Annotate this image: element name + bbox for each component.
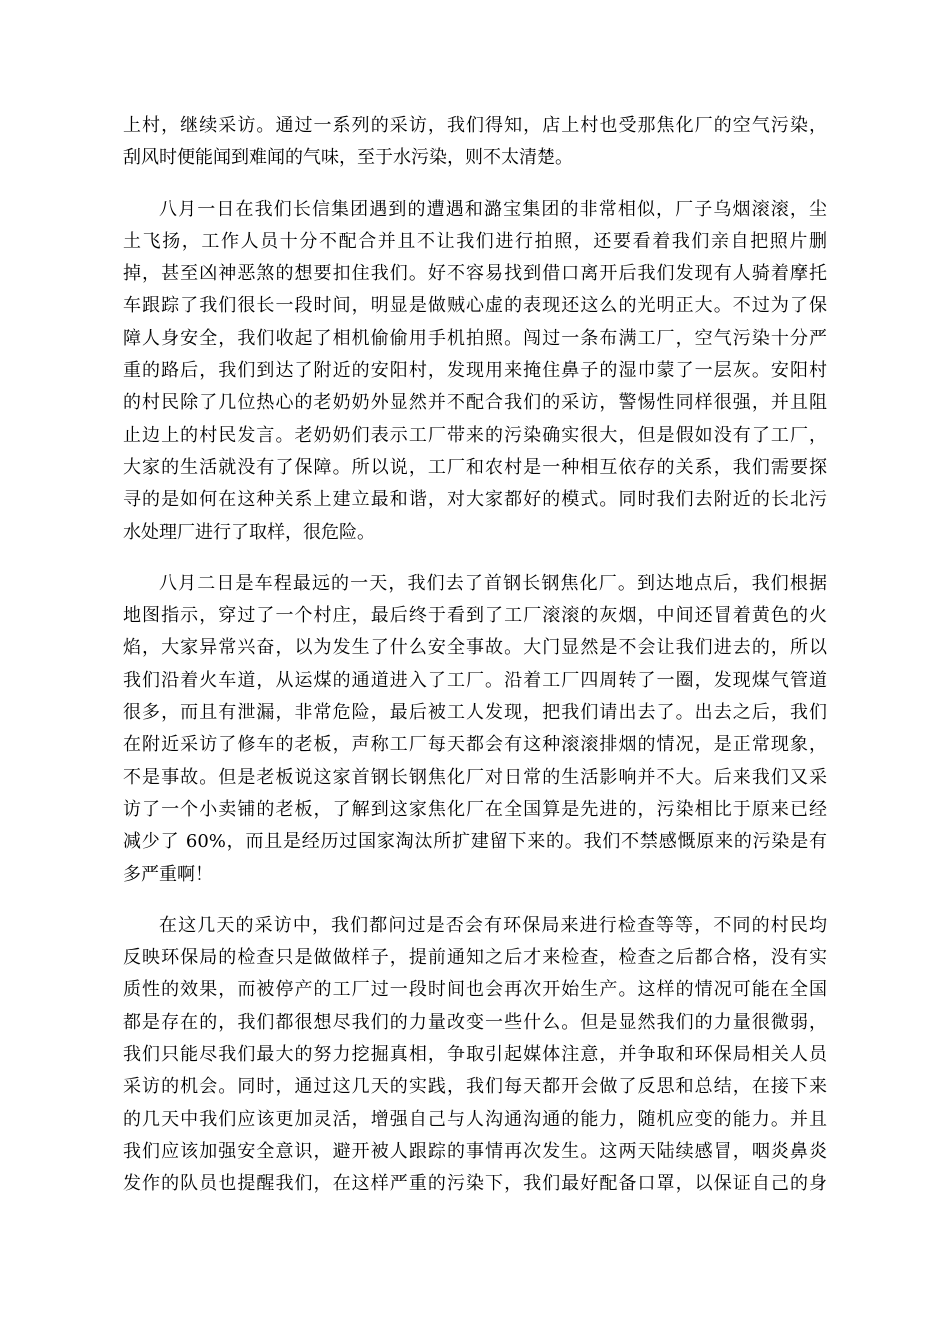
- text-line: 都是存在的，我们都很想尽我们的力量改变一些什么。但是显然我们的力量很微弱，: [123, 1011, 827, 1033]
- text-line: 重的路后，我们到达了附近的安阳村，发现用来掩住鼻子的湿巾蒙了一层灰。安阳村: [123, 360, 827, 382]
- text-line: 掉，甚至凶神恶煞的想要扣住我们。好不容易找到借口离开后我们发现有人骑着摩托: [123, 263, 827, 285]
- text-line: 反映环保局的检查只是做做样子，提前通知之后才来检查，检查之后都合格，没有实: [123, 947, 827, 969]
- text-line: 在这几天的采访中，我们都问过是否会有环保局来进行检查等等，不同的村民均: [159, 914, 827, 936]
- text-line: 减少了 60%，而且是经历过国家淘汰所扩建留下来的。我们不禁感慨原来的污染是有: [123, 831, 827, 853]
- text-line: 发作的队员也提醒我们，在这样严重的污染下，我们最好配备口罩，以保证自己的身: [123, 1173, 827, 1195]
- paragraph-container: [123, 110, 827, 1201]
- text-line: 地图指示，穿过了一个村庄，最后终于看到了工厂滚滚的灰烟，中间还冒着黄色的火: [123, 605, 827, 627]
- text-line: 车跟踪了我们很长一段时间，明显是做贼心虚的表现还这么的光明正大。不过为了保: [123, 295, 827, 317]
- text-line: 我们只能尽我们最大的努力挖掘真相，争取引起媒体注意，并争取和环保局相关人员: [123, 1044, 827, 1066]
- paragraph: [123, 910, 827, 1201]
- paragraph: [123, 110, 827, 175]
- text-line: 寻的是如何在这种关系上建立最和谐，对大家都好的模式。同时我们去附近的长北污: [123, 489, 827, 511]
- text-line: 多严重啊！: [123, 863, 213, 885]
- text-line: 在附近采访了修车的老板，声称工厂每天都会有这种滚滚排烟的情况，是正常现象，: [123, 734, 827, 756]
- text-line: 水处理厂进行了取样，很危险。: [123, 521, 375, 543]
- document-body: [123, 110, 827, 1220]
- text-line: 很多，而且有泄漏，非常危险，最后被工人发现，把我们请出去了。出去之后，我们: [123, 702, 827, 724]
- text-line: 焰，大家异常兴奋，以为发生了什么安全事故。大门显然是不会让我们进去的，所以: [123, 637, 827, 659]
- text-line: 上村，继续采访。通过一系列的采访，我们得知，店上村也受那焦化厂的空气污染，: [123, 115, 827, 136]
- text-line: 采访的机会。同时，通过这几天的实践，我们每天都开会做了反思和总结，在接下来: [123, 1076, 827, 1098]
- text-line: 我们应该加强安全意识，避开被人跟踪的事情再次发生。这两天陆续感冒，咽炎鼻炎: [123, 1140, 827, 1162]
- paragraph: [123, 568, 827, 891]
- text-line: 刮风时便能闻到难闻的气味，至于水污染，则不太清楚。: [123, 147, 573, 169]
- text-line: 八月一日在我们长信集团遇到的遭遇和潞宝集团的非常相似，厂子乌烟滚滚，尘: [159, 198, 827, 220]
- text-line: 大家的生活就没有了保障。所以说，工厂和农村是一种相互依存的关系，我们需要探: [123, 456, 827, 478]
- text-line: 的几天中我们应该更加灵活，增强自己与人沟通沟通的能力，随机应变的能力。并且: [123, 1108, 827, 1130]
- text-line: 止边上的村民发言。老奶奶们表示工厂带来的污染确实很大，但是假如没有了工厂，: [123, 424, 827, 446]
- text-line: 质性的效果，而被停产的工厂过一段时间也会再次开始生产。这样的情况可能在全国: [123, 979, 827, 1001]
- text-line: 八月二日是车程最远的一天，我们去了首钢长钢焦化厂。到达地点后，我们根据: [159, 572, 827, 594]
- paragraph: [123, 194, 827, 549]
- text-line: 土飞扬，工作人员十分不配合并且不让我们进行拍照，还要看着我们亲自把照片删: [123, 230, 827, 252]
- text-line: 的村民除了几位热心的老奶奶外显然并不配合我们的采访，警惕性同样很强，并且阻: [123, 392, 827, 414]
- text-line: 访了一个小卖铺的老板，了解到这家焦化厂在全国算是先进的，污染相比于原来已经: [123, 798, 827, 820]
- text-line: 障人身安全，我们收起了相机偷偷用手机拍照。闯过一条布满工厂，空气污染十分严: [123, 327, 827, 349]
- text-line: 不是事故。但是老板说这家首钢长钢焦化厂对日常的生活影响并不大。后来我们又采: [123, 766, 827, 788]
- text-line: 我们沿着火车道，从运煤的通道进入了工厂。沿着工厂四周转了一圈，发现煤气管道: [123, 669, 827, 691]
